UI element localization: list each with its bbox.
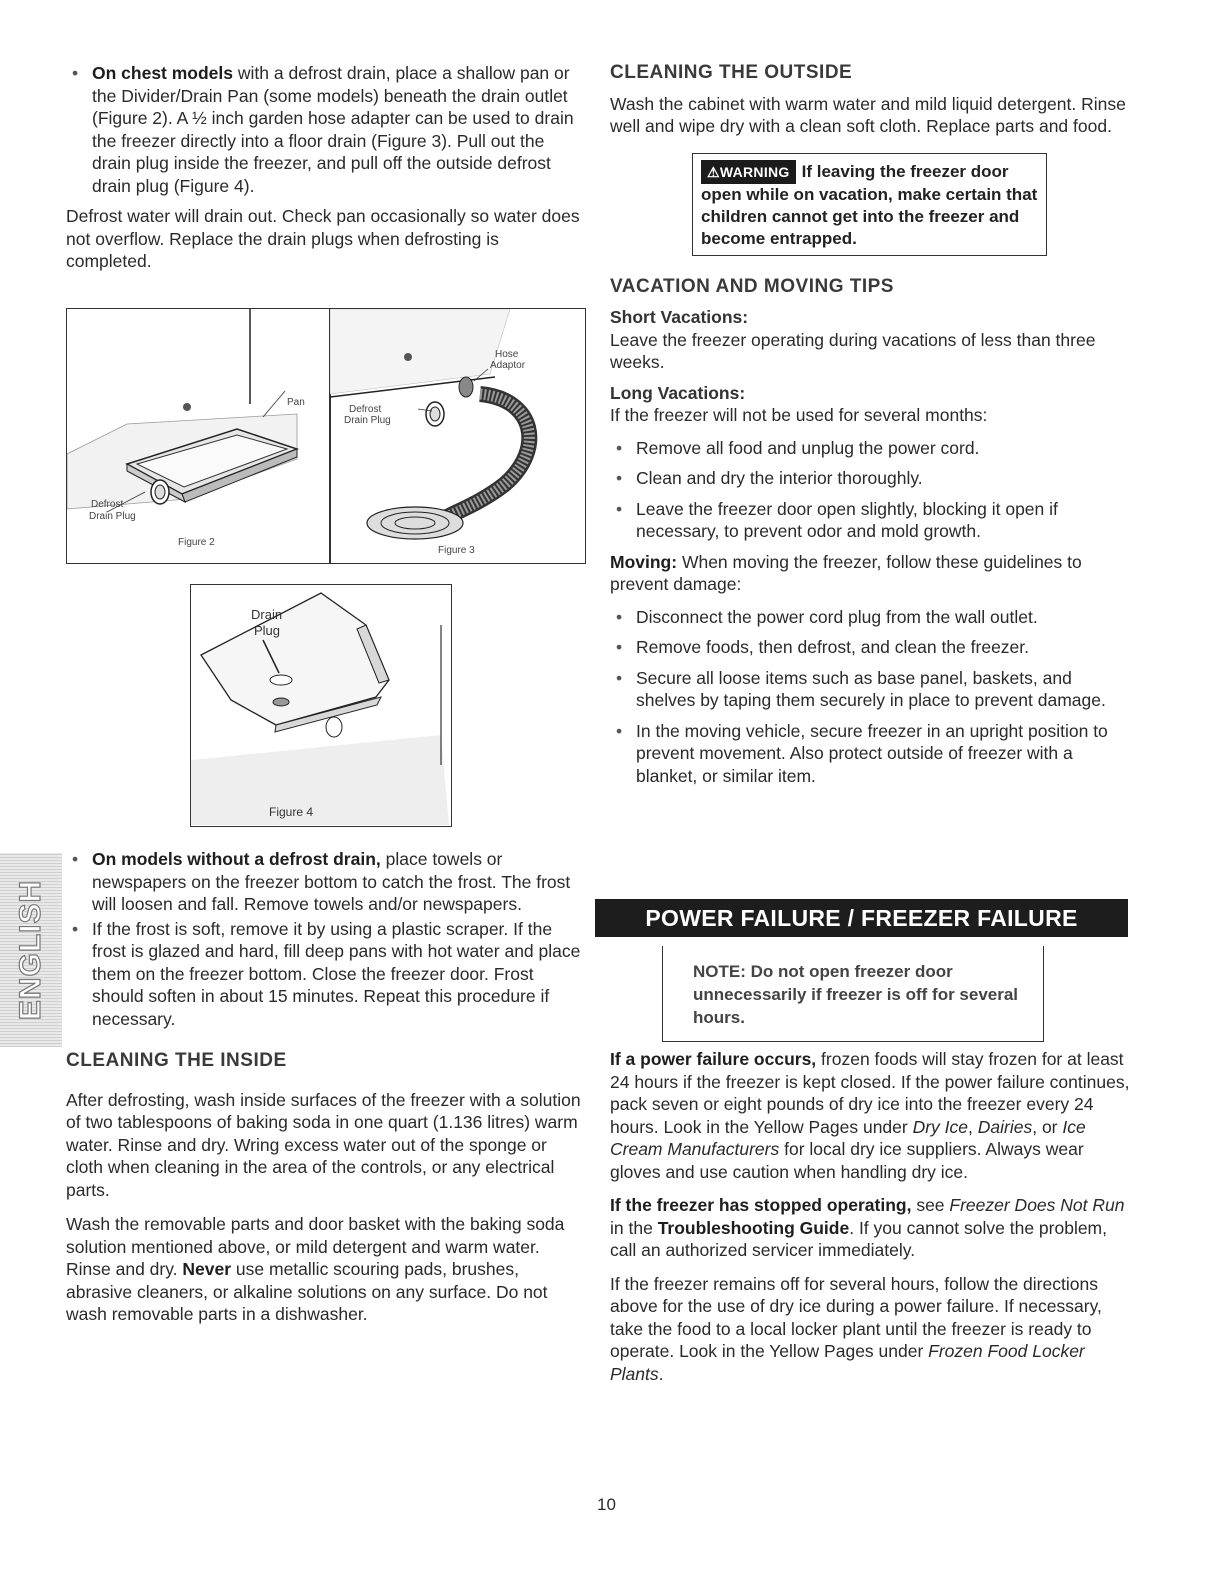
power-failure-banner: POWER FAILURE / FREEZER FAILURE	[595, 899, 1128, 937]
chest-models-item	[66, 62, 586, 197]
figure-2-3-box	[66, 308, 586, 564]
stopped-operating-lead: If the freezer has stopped operating,	[610, 1195, 912, 1215]
moving-text: When moving the freezer, follow these guidelines to prevent damage:	[610, 551, 1082, 594]
vacation-moving-heading: VACATION AND MOVING TIPS	[610, 275, 894, 297]
warning-text: If leaving the freezer door open while on vacation, make certain that children cannot get into the freezer and become entrapped.	[701, 161, 1038, 248]
figure-4-box	[190, 584, 452, 827]
note-box	[662, 946, 1044, 1042]
cleaning-inside-paragraph-1: After defrosting, wash inside surfaces of the freezer with a solution of two tablespoons of baking soda in one quart (1.136 litres) warm water. Rinse and dry. Wring excess water out of the sponge or cloth when cleaning in the area of the controls, or any electrical parts.	[66, 1089, 581, 1200]
cleaning-inside-heading: CLEANING THE INSIDE	[66, 1050, 287, 1071]
english-side-tab-label: ENGLISH	[13, 879, 47, 1021]
stopped-text-3: . If you cannot solve the problem, call an authorized servicer immediately.	[610, 1217, 1108, 1260]
chest-models-text: with a defrost drain, place a shallow pan or the Divider/Drain Pan (some models) beneath the drain outlet (Figure 2). A ½ inch garden hose adapter can be used to drain the freezer directly into a floor drain (Figure 3). Pull out the drain plug inside the freezer, and pull off the outside defrost drain plug (Figure 4).	[92, 63, 574, 196]
left-column-top	[66, 62, 586, 273]
remains-text-1: If the freezer remains off for several hours, follow the directions above for the use of dry ice during a power failure. If necessary, take the food to a local locker plant until the freezer is ready to operate. Look in the Yellow Pages under	[610, 1273, 1102, 1361]
short-vacations-heading: Short Vacations:	[610, 307, 749, 327]
no-drain-text: place towels or newspapers on the freezer bottom to catch the frost. The frost will loosen and fall. Remove towels and/or newspapers.	[92, 849, 571, 914]
cleaning-inside-p2-end: use metallic scouring pads, brushes, abrasive cleaners, or alkaline solutions on any surface. Do not wash removable parts in a dishwasher.	[66, 1259, 548, 1324]
remains-text-2: .	[658, 1363, 664, 1384]
troubleshooting-guide-bold: Troubleshooting Guide	[657, 1217, 850, 1238]
ice-cream-italic: Ice Cream Manufacturers	[610, 1116, 1086, 1159]
stopped-text-1: see	[911, 1195, 950, 1215]
hose-label: Hose	[495, 349, 519, 360]
dairies-italic: Dairies	[977, 1116, 1033, 1137]
figure-2-caption: Figure 2	[178, 537, 215, 548]
figure-3-illustration	[330, 309, 586, 563]
moving-paragraph	[610, 551, 1130, 596]
no-drain-item	[66, 848, 586, 916]
warning-badge: ⚠WARNING	[701, 160, 796, 184]
soft-frost-item	[66, 918, 586, 1031]
note-text: NOTE: Do not open freezer door unnecessarily if freezer is off for several hours.	[693, 962, 1019, 1027]
fig3-defrost-label: Defrost	[349, 404, 382, 415]
power-failure-paragraph	[610, 1048, 1130, 1183]
moving-item: • Remove foods, then defrost, and clean the freezer.	[610, 636, 1130, 659]
cleaning-outside-heading: CLEANING THE OUTSIDE	[610, 62, 853, 83]
fig4-plug-label: Plug	[254, 623, 281, 638]
long-vacation-item: • Clean and dry the interior thoroughly.	[610, 467, 1130, 490]
fig2-defrost-label: Defrost	[91, 499, 124, 510]
left-column-bottom	[66, 848, 586, 1326]
short-vacations-text: Leave the freezer operating during vacations of less than three weeks.	[610, 329, 1096, 372]
fig3-drain-plug-label: Drain Plug	[344, 415, 391, 426]
moving-heading: Moving:	[610, 551, 678, 572]
pan-label: Pan	[287, 397, 305, 408]
moving-item: • In the moving vehicle, secure freezer in an upright position to prevent movement. Also protect outside of freezer with a blanket, or similar item.	[610, 720, 1130, 788]
moving-item: • Secure all loose items such as base panel, baskets, and shelves by taping them securely in place to prevent damage.	[610, 667, 1130, 712]
frost-removal-list	[66, 848, 586, 1030]
power-failure-text-1: frozen foods will stay frozen for at least 24 hours if the freezer is kept closed. If the power failure continues, pack seven or eight pounds of dry ice into the freezer every 24 hours. Look in the Yellow Pages under	[610, 1049, 1130, 1137]
remains-off-paragraph	[610, 1273, 1130, 1386]
adaptor-label: Adaptor	[490, 360, 526, 371]
chest-models-lead: On chest models	[92, 63, 234, 83]
long-vacations-text: If the freezer will not be used for several months:	[610, 405, 988, 425]
english-side-tab	[0, 853, 62, 1047]
power-failure-text-2: ,	[968, 1116, 978, 1137]
long-vacation-item: • Leave the freezer door open slightly, blocking it open if necessary, to prevent odor and mold growth.	[610, 498, 1130, 543]
no-drain-lead: On models without a defrost drain,	[92, 849, 381, 869]
cleaning-inside-p2-start: Wash the removable parts and door basket with the baking soda solution mentioned above, or mild detergent and warm water. Rinse and dry.	[66, 1214, 565, 1279]
right-column-top	[610, 62, 1130, 795]
cleaning-inside-paragraph-2	[66, 1213, 586, 1326]
figure-4-illustration	[191, 585, 451, 826]
warning-box	[692, 153, 1047, 256]
figure-3-caption: Figure 3	[438, 545, 475, 556]
figure-4-caption: Figure 4	[269, 805, 314, 819]
fig2-drain-plug-label: Drain Plug	[89, 511, 136, 522]
chest-models-list	[66, 62, 586, 197]
dry-ice-italic: Dry Ice	[912, 1116, 969, 1137]
stopped-text-2: in the	[610, 1217, 658, 1238]
power-failure-text-3: , or	[1032, 1116, 1063, 1137]
long-vacation-item: • Remove all food and unplug the power cord.	[610, 437, 1130, 460]
stopped-operating-paragraph	[610, 1194, 1130, 1262]
power-failure-lead: If a power failure occurs,	[610, 1049, 817, 1069]
long-vacations-list	[610, 437, 1130, 543]
soft-frost-text: If the frost is soft, remove it by using a plastic scraper. If the frost is glazed and hard, fill deep pans with hot water and place them on the freezer bottom. Close the freezer door. Frost should soften in about 15 minutes. Repeat this procedure if necessary.	[92, 918, 581, 1029]
locker-plants-italic: Frozen Food Locker Plants	[610, 1341, 1085, 1384]
fig4-drain-label: Drain	[251, 607, 283, 622]
power-failure-text-4: for local dry ice suppliers. Always wear gloves and use caution when handling dry ice.	[610, 1139, 1084, 1182]
moving-list	[610, 606, 1130, 788]
long-vacations-heading: Long Vacations:	[610, 382, 746, 403]
page-number: 10	[597, 1495, 616, 1514]
moving-item: • Disconnect the power cord plug from the wall outlet.	[610, 606, 1130, 629]
defrost-water-paragraph: Defrost water will drain out. Check pan occasionally so water does not overflow. Replace the drain plugs when defrosting is completed.	[66, 206, 580, 271]
never-emphasis: Never	[182, 1259, 232, 1279]
cleaning-outside-paragraph: Wash the cabinet with warm water and mild liquid detergent. Rinse well and wipe dry with a clean soft cloth. Replace parts and food.	[610, 93, 1126, 136]
figure-2-illustration	[67, 309, 327, 563]
right-column-bottom	[610, 1048, 1130, 1385]
freezer-does-not-run-italic: Freezer Does Not Run	[949, 1195, 1125, 1215]
